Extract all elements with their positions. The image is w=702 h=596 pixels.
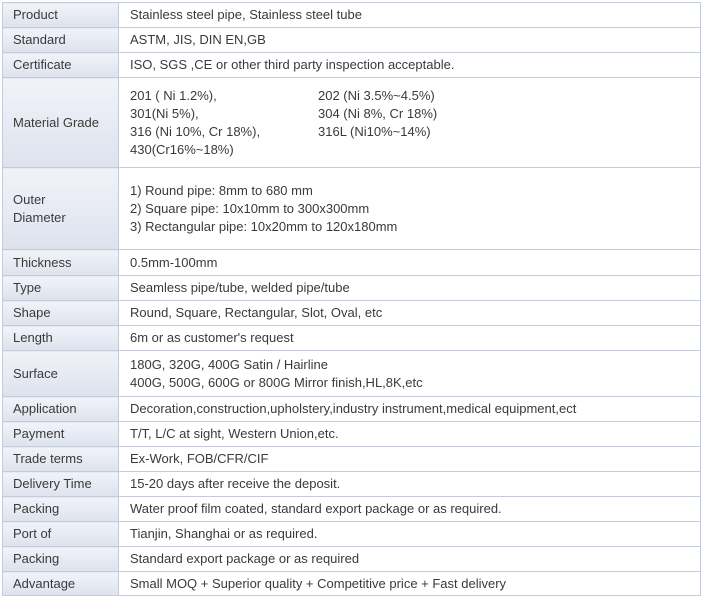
grade-item: 316L (Ni10%~14%) xyxy=(318,123,431,139)
value-line: 3) Rectangular pipe: 10x20mm to 120x180mm xyxy=(130,218,398,234)
row-value: Decoration,construction,upholstery,industry instrument,medical equipment,ect xyxy=(119,397,701,422)
row-value xyxy=(119,168,701,250)
grade-item: 316 (Ni 10%, Cr 18%), xyxy=(130,123,261,139)
row-label: Standard xyxy=(3,28,119,53)
row-label: Product xyxy=(3,3,119,28)
table-row xyxy=(3,250,701,276)
row-label: Advantage xyxy=(3,572,119,596)
row-value: Ex-Work, FOB/CFR/CIF xyxy=(119,447,701,472)
table-row xyxy=(3,447,701,472)
value-line: 400G, 500G, 600G or 800G Mirror finish,HL,8K,etc xyxy=(130,374,423,390)
row-value: Water proof film coated, standard export package or as required. xyxy=(119,497,701,522)
table-row xyxy=(3,78,701,168)
row-label: Length xyxy=(3,326,119,351)
row-value xyxy=(119,78,701,168)
row-label: Payment xyxy=(3,422,119,447)
value-line: 2) Square pipe: 10x10mm to 300x300mm xyxy=(130,200,370,216)
row-label: Port of xyxy=(3,522,119,547)
row-value: 6m or as customer's request xyxy=(119,326,701,351)
row-label: Packing xyxy=(3,497,119,522)
label-line: Outer xyxy=(13,191,46,207)
row-value xyxy=(119,351,701,397)
row-label: Shape xyxy=(3,301,119,326)
table-row xyxy=(3,28,701,53)
row-label xyxy=(3,168,119,250)
table-row xyxy=(3,497,701,522)
row-label: Trade terms xyxy=(3,447,119,472)
table-row xyxy=(3,472,701,497)
row-value: Round, Square, Rectangular, Slot, Oval, etc xyxy=(119,301,701,326)
table-row xyxy=(3,572,701,596)
row-label: Thickness xyxy=(3,250,119,276)
row-value: 15-20 days after receive the deposit. xyxy=(119,472,701,497)
row-value: ISO, SGS ,CE or other third party inspection acceptable. xyxy=(119,53,701,78)
table-row xyxy=(3,547,701,572)
table-row xyxy=(3,53,701,78)
table-row xyxy=(3,522,701,547)
row-label: Surface xyxy=(3,351,119,397)
grade-item: 304 (Ni 8%, Cr 18%) xyxy=(318,105,438,121)
table-row xyxy=(3,301,701,326)
row-value: 0.5mm-100mm xyxy=(119,250,701,276)
row-value: ASTM, JIS, DIN EN,GB xyxy=(119,28,701,53)
table-row xyxy=(3,351,701,397)
table-row xyxy=(3,168,701,250)
row-value: Tianjin, Shanghai or as required. xyxy=(119,522,701,547)
grade-item: 301(Ni 5%), xyxy=(130,105,199,121)
row-value: Standard export package or as required xyxy=(119,547,701,572)
product-spec-table xyxy=(2,2,701,596)
grade-item: 201 ( Ni 1.2%), xyxy=(130,87,217,103)
material-grade-grid xyxy=(130,87,700,159)
label-line: Diameter xyxy=(13,209,66,225)
table-row xyxy=(3,326,701,351)
row-value: Seamless pipe/tube, welded pipe/tube xyxy=(119,276,701,301)
row-label: Type xyxy=(3,276,119,301)
row-label: Certificate xyxy=(3,53,119,78)
grade-item xyxy=(318,141,518,159)
grade-item: 202 (Ni 3.5%~4.5%) xyxy=(318,87,435,103)
table-row xyxy=(3,397,701,422)
table-row xyxy=(3,422,701,447)
grade-item: 430(Cr16%~18%) xyxy=(130,141,234,157)
row-label: Delivery Time xyxy=(3,472,119,497)
table-row xyxy=(3,276,701,301)
row-label: Application xyxy=(3,397,119,422)
row-label: Packing xyxy=(3,547,119,572)
row-value: T/T, L/C at sight, Western Union,etc. xyxy=(119,422,701,447)
table-row xyxy=(3,3,701,28)
row-label: Material Grade xyxy=(3,78,119,168)
row-value: Small MOQ + Superior quality + Competitive price + Fast delivery xyxy=(119,572,701,596)
row-value: Stainless steel pipe, Stainless steel tube xyxy=(119,3,701,28)
value-line: 1) Round pipe: 8mm to 680 mm xyxy=(130,182,313,198)
value-line: 180G, 320G, 400G Satin / Hairline xyxy=(130,356,329,372)
